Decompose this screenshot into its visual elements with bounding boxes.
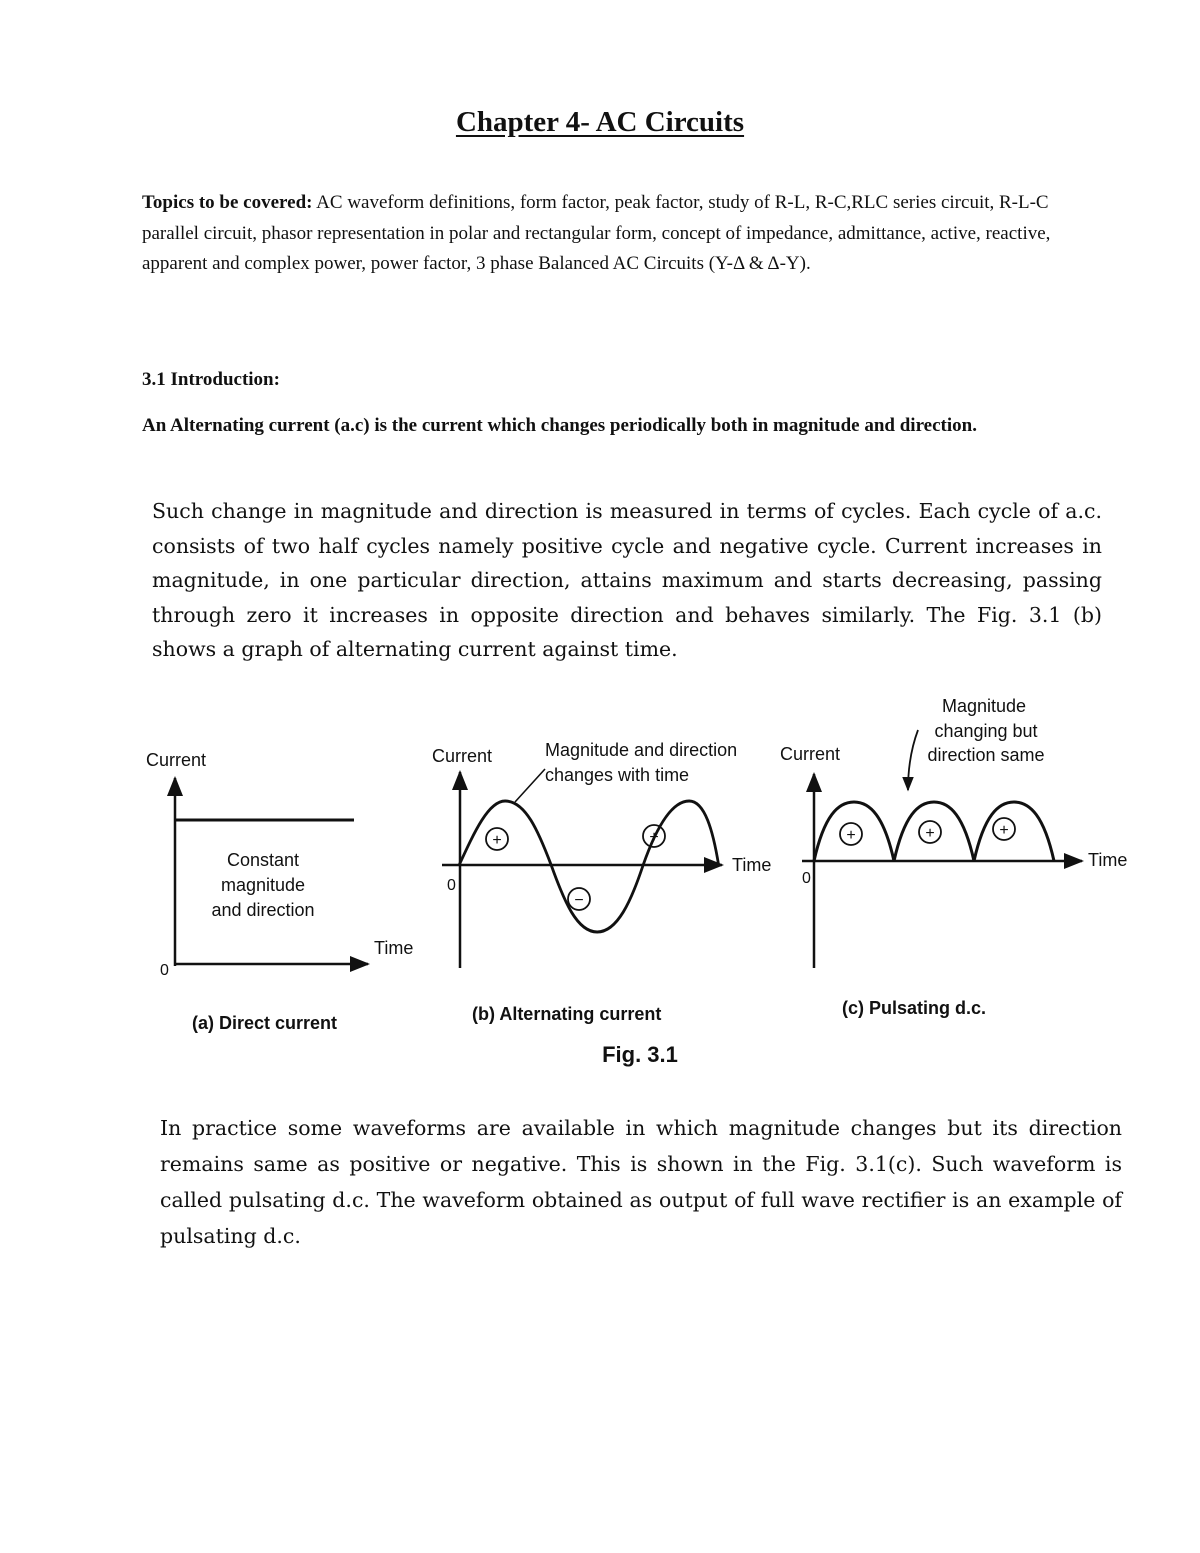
- topics-text: AC waveform definitions, form factor, peak factor, study of R-L, R-C,RLC series circuit, R-L-C parallel circuit, phasor representation in polar and rectangular form, concept of impedance, admittance, active, reactive, apparent and complex power, power factor, 3 phase Balanced AC Circuits (Y-Δ & Δ-Y).: [142, 192, 1051, 274]
- pulsating-dc-paragraph: In practice some waveforms are available in which magnitude changes but its direction remains same as positive or negative. This is shown in the Fig. 3.1(c). Such waveform is called pulsating d.c. The waveform obtained as output of full wave rectifier is an example of pulsating d.c.: [160, 1116, 1122, 1248]
- figure-3-1: [142, 666, 1138, 1072]
- panel-c-pulsating-dc: [780, 696, 1127, 1018]
- panel-b-origin: 0: [447, 877, 456, 894]
- panel-a-note-1: Constant: [226, 850, 300, 870]
- panel-b-pointer: [515, 769, 545, 802]
- panel-a-note-3: and direction: [211, 900, 315, 920]
- ac-definition: An Alternating current (a.c) is the current which changes periodically both in magnitude and direction.: [142, 415, 977, 436]
- panel-b-minus: −: [574, 892, 584, 909]
- panel-c-note-2: changing but: [934, 721, 1038, 741]
- panel-c-note-3: direction same: [927, 745, 1045, 765]
- panel-c-plus-1: +: [846, 827, 856, 844]
- panel-b-plus-2: +: [649, 829, 659, 846]
- panel-b-caption: (b) Alternating current: [472, 1004, 662, 1024]
- topics-label: Topics to be covered:: [142, 192, 313, 213]
- cycles-paragraph: Such change in magnitude and direction is measured in terms of cycles. Each cycle of a.c. consists of two half cycles namely positive cycle and negative cycle. Current increases in magnitude, in one particular direction, attains maximum and starts decreasing, passing through zero it increases in opposite direction and behaves similarly. The Fig. 3.1 (b) shows a graph of alternating current against time.: [152, 499, 1102, 661]
- panel-c-origin: 0: [802, 870, 811, 887]
- panel-c-note-1: Magnitude: [941, 696, 1027, 716]
- panel-a-caption: (a) Direct current: [192, 1013, 338, 1033]
- panel-a-note-2: magnitude: [220, 875, 306, 895]
- panel-c-plus-2: +: [925, 825, 935, 842]
- chapter-title: Chapter 4- AC Circuits: [455, 106, 745, 138]
- panel-c-plus-3: +: [999, 822, 1009, 839]
- panel-a-x-label: Time: [374, 938, 414, 958]
- panel-c-x-label: Time: [1088, 850, 1128, 870]
- figure-caption: Fig. 3.1: [602, 1042, 678, 1067]
- panel-b-sine-wave: [459, 801, 718, 932]
- panel-a-direct-current: [146, 750, 413, 1033]
- panel-b-note-2: changes with time: [545, 765, 690, 785]
- panel-a-y-label: Current: [146, 750, 207, 770]
- panel-c-y-label: Current: [780, 744, 841, 764]
- panel-b-x-label: Time: [732, 855, 772, 875]
- panel-b-plus-1: +: [492, 832, 502, 849]
- panel-c-caption: (c) Pulsating d.c.: [842, 998, 987, 1018]
- panel-c-pointer: [908, 730, 918, 790]
- panel-b-alternating-current: [432, 740, 771, 1024]
- panel-b-note-1: Magnitude and direction: [545, 740, 738, 760]
- section-heading: 3.1 Introduction:: [142, 369, 280, 390]
- topics-paragraph: [142, 188, 1062, 280]
- panel-a-origin: 0: [160, 962, 169, 979]
- panel-b-y-label: Current: [432, 746, 493, 766]
- figure-3-1-svg: [142, 666, 1138, 1072]
